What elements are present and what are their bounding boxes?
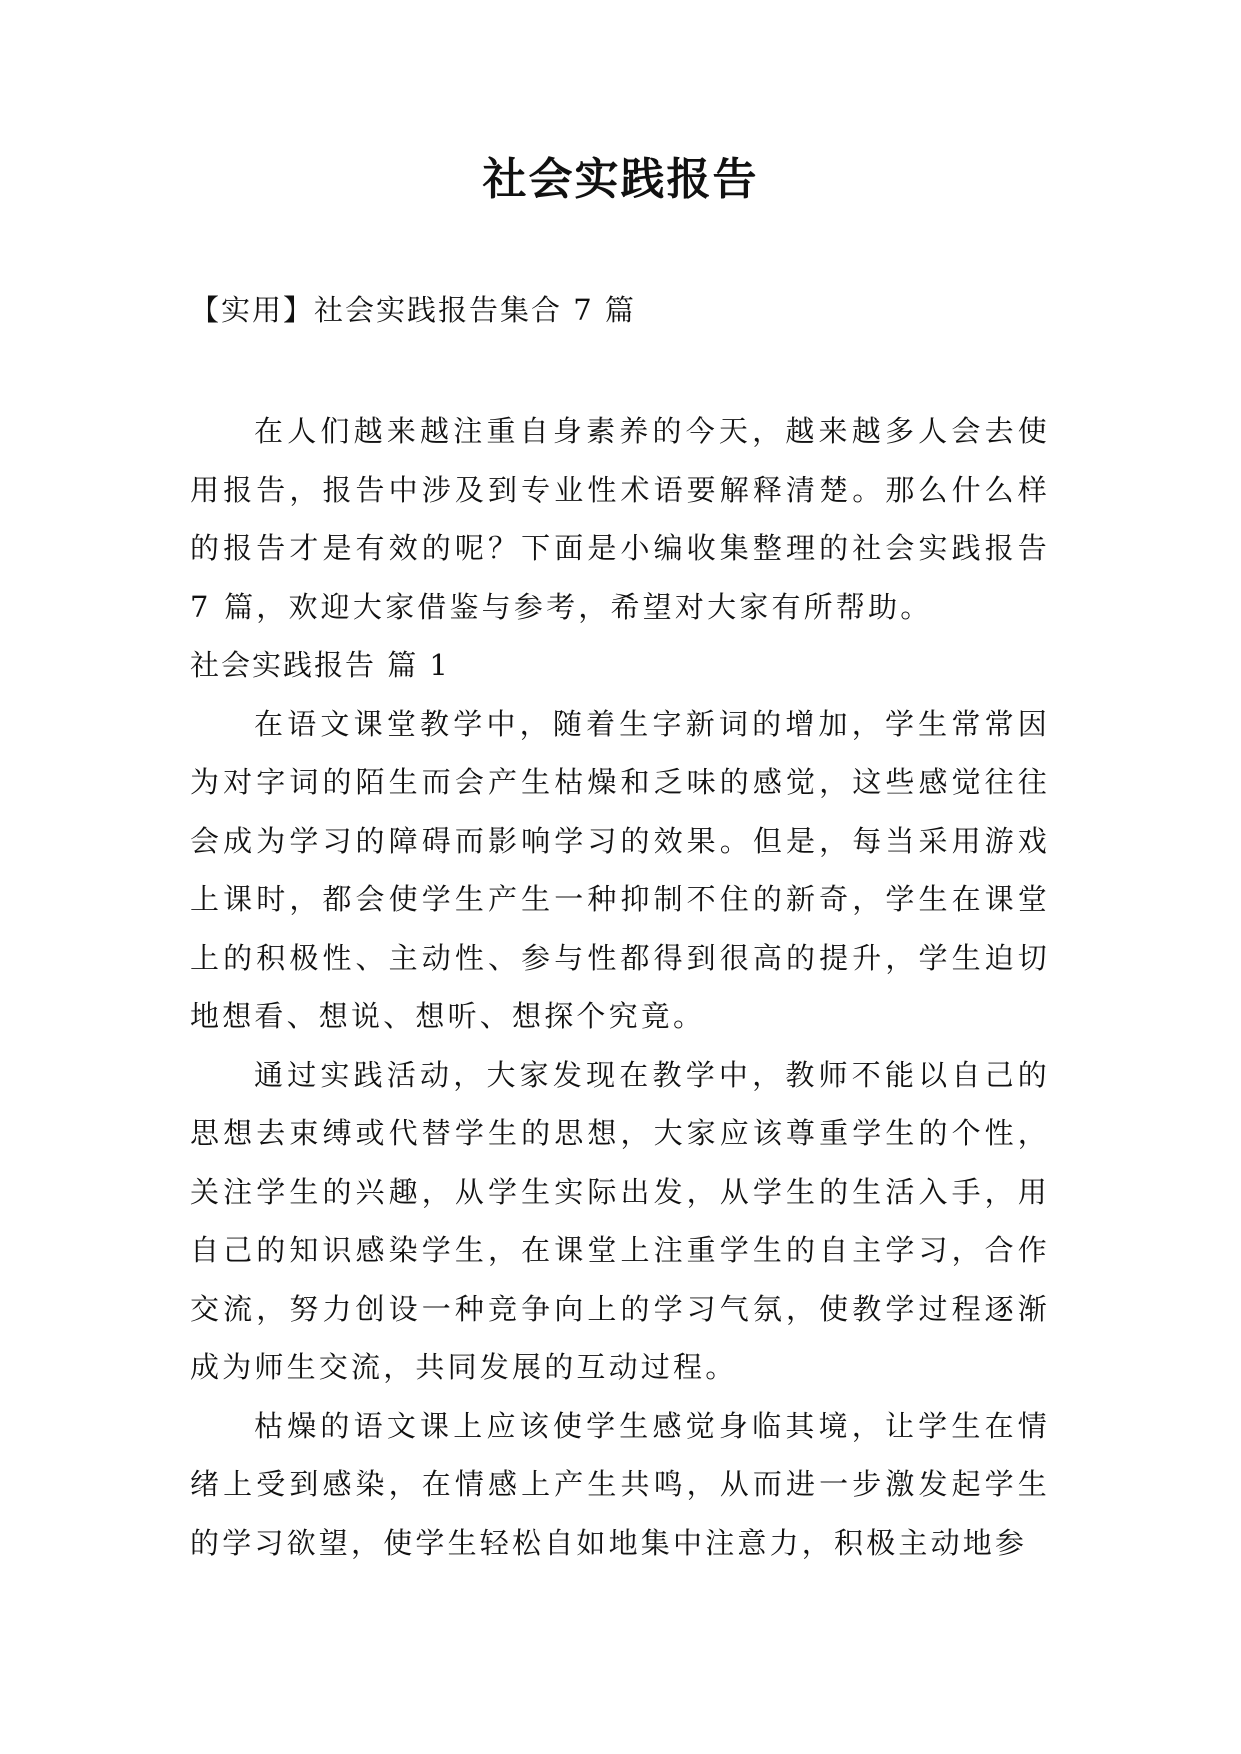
body-paragraph: 枯燥的语文课上应该使学生感觉身临其境，让学生在情绪上受到感染，在情感上产生共鸣，从而进一步激发起学生的学习欲望，使学生轻松自如地集中注意力，积极主动地参	[190, 1408, 1050, 1560]
body-paragraph: 在语文课堂教学中，随着生字新词的增加，学生常常因为对字词的陌生而会产生枯燥和乏味的感觉，这些感觉往往会成为学习的障碍而影响学习的效果。但是，每当采用游戏上课时，都会使学生产生一种抑制不住的新奇，学生在课堂上的积极性、主动性、参与性都得到很高的提升，学生迫切地想看、想说、想听、想探个究竟。	[190, 706, 1050, 1033]
intro-paragraph: 在人们越来越注重自身素养的今天，越来越多人会去使用报告，报告中涉及到专业性术语要解释清楚。那么什么样的报告才是有效的呢？下面是小编收集整理的社会实践报告 7 篇，欢迎大家借鉴与参考，希望对大家有所帮助。	[190, 414, 1050, 624]
body-paragraph: 通过实践活动，大家发现在教学中，教师不能以自己的思想去束缚或代替学生的思想，大家应该尊重学生的个性，关注学生的兴趣，从学生实际出发，从学生的生活入手，用自己的知识感染学生，在课堂上注重学生的自主学习，合作交流，努力创设一种竞争向上的学习气氛，使教学过程逐渐成为师生交流，共同发展的互动过程。	[190, 1057, 1050, 1384]
section-heading: 社会实践报告 篇 1	[190, 648, 450, 682]
document-title: 社会实践报告	[482, 154, 759, 205]
document-body	[190, 402, 1050, 1572]
document-subtitle: 【实用】社会实践报告集合 7 篇	[190, 293, 636, 327]
